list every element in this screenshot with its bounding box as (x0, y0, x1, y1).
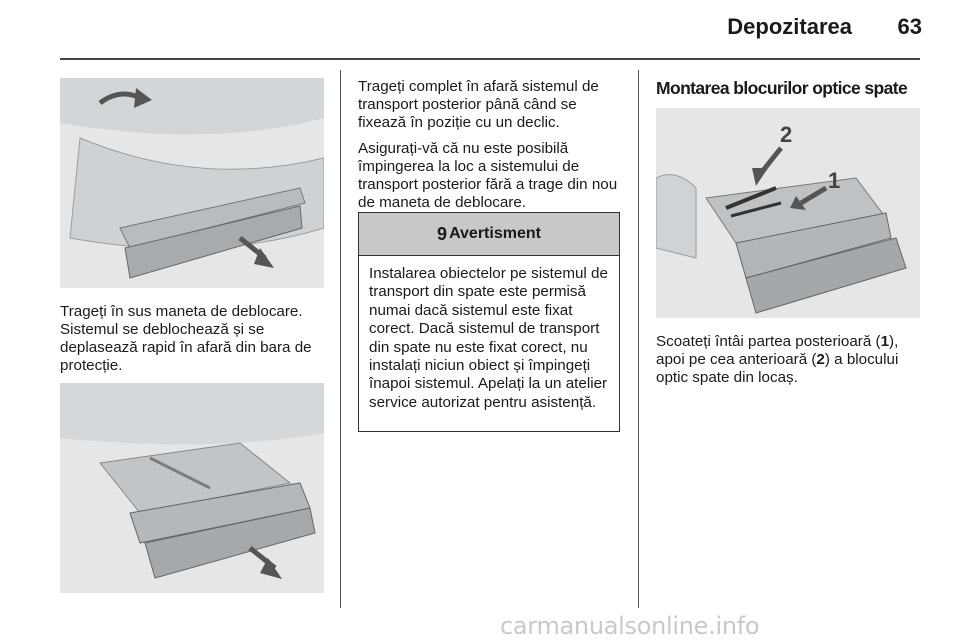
caption-ref-1: 1 (880, 333, 890, 350)
figure-rear-lights (656, 108, 920, 318)
column-divider-right (638, 70, 639, 608)
warning-box (358, 212, 620, 432)
figure-release-lever (60, 78, 324, 288)
header-rule (60, 58, 920, 60)
paragraph-pull-out: Trageți complet în afară sistemul de transport posterior până când se fixează în poziție cu un declic. (358, 78, 599, 131)
caption-part-b: ), apoi pe cea anterioară ( (656, 333, 899, 368)
warning-body: Instalarea obiectelor pe sistemul de transport din spate este permisă numai dacă sistemul este fixat corect. Dacă sistemul de transport din spate nu este fixat corect, nu instalați niciun obiect și împingeți înapoi sistemul. Apelați la un atelier service autorizat pentru asistență. (369, 265, 608, 411)
column-divider-left (340, 70, 341, 608)
figure-carrier-extended (60, 383, 324, 593)
callout-number-1: 1 (828, 168, 841, 193)
page-header-title: Depozitarea (727, 14, 852, 39)
callout-number-2: 2 (780, 122, 793, 147)
column2-text (358, 78, 626, 220)
caption-part-c: ) a blocului optic spate din locaș. (656, 351, 899, 386)
warning-title: Avertisment (449, 225, 541, 242)
caption-remove-light (656, 333, 928, 387)
warning-header (359, 213, 619, 256)
watermark: carmanualsonline.info (500, 612, 760, 640)
caption-release-lever: Trageți în sus maneta de deblocare. Sistemul se deblochează și se deplasează rapid în afară din bara de protecție. (60, 303, 312, 374)
caption-part-a: Scoateți întâi partea posterioară ( (656, 333, 881, 350)
warning-symbol-icon: 9 (437, 223, 448, 244)
section-heading: Montarea blocurilor optice spate (656, 78, 908, 98)
caption-ref-2: 2 (816, 351, 825, 368)
paragraph-ensure: Asigurați-vă că nu este posibilă împingerea la loc a sistemului de transport posterior fără a trage din nou de maneta de deblocare. (358, 140, 618, 211)
page-number: 63 (897, 14, 922, 39)
